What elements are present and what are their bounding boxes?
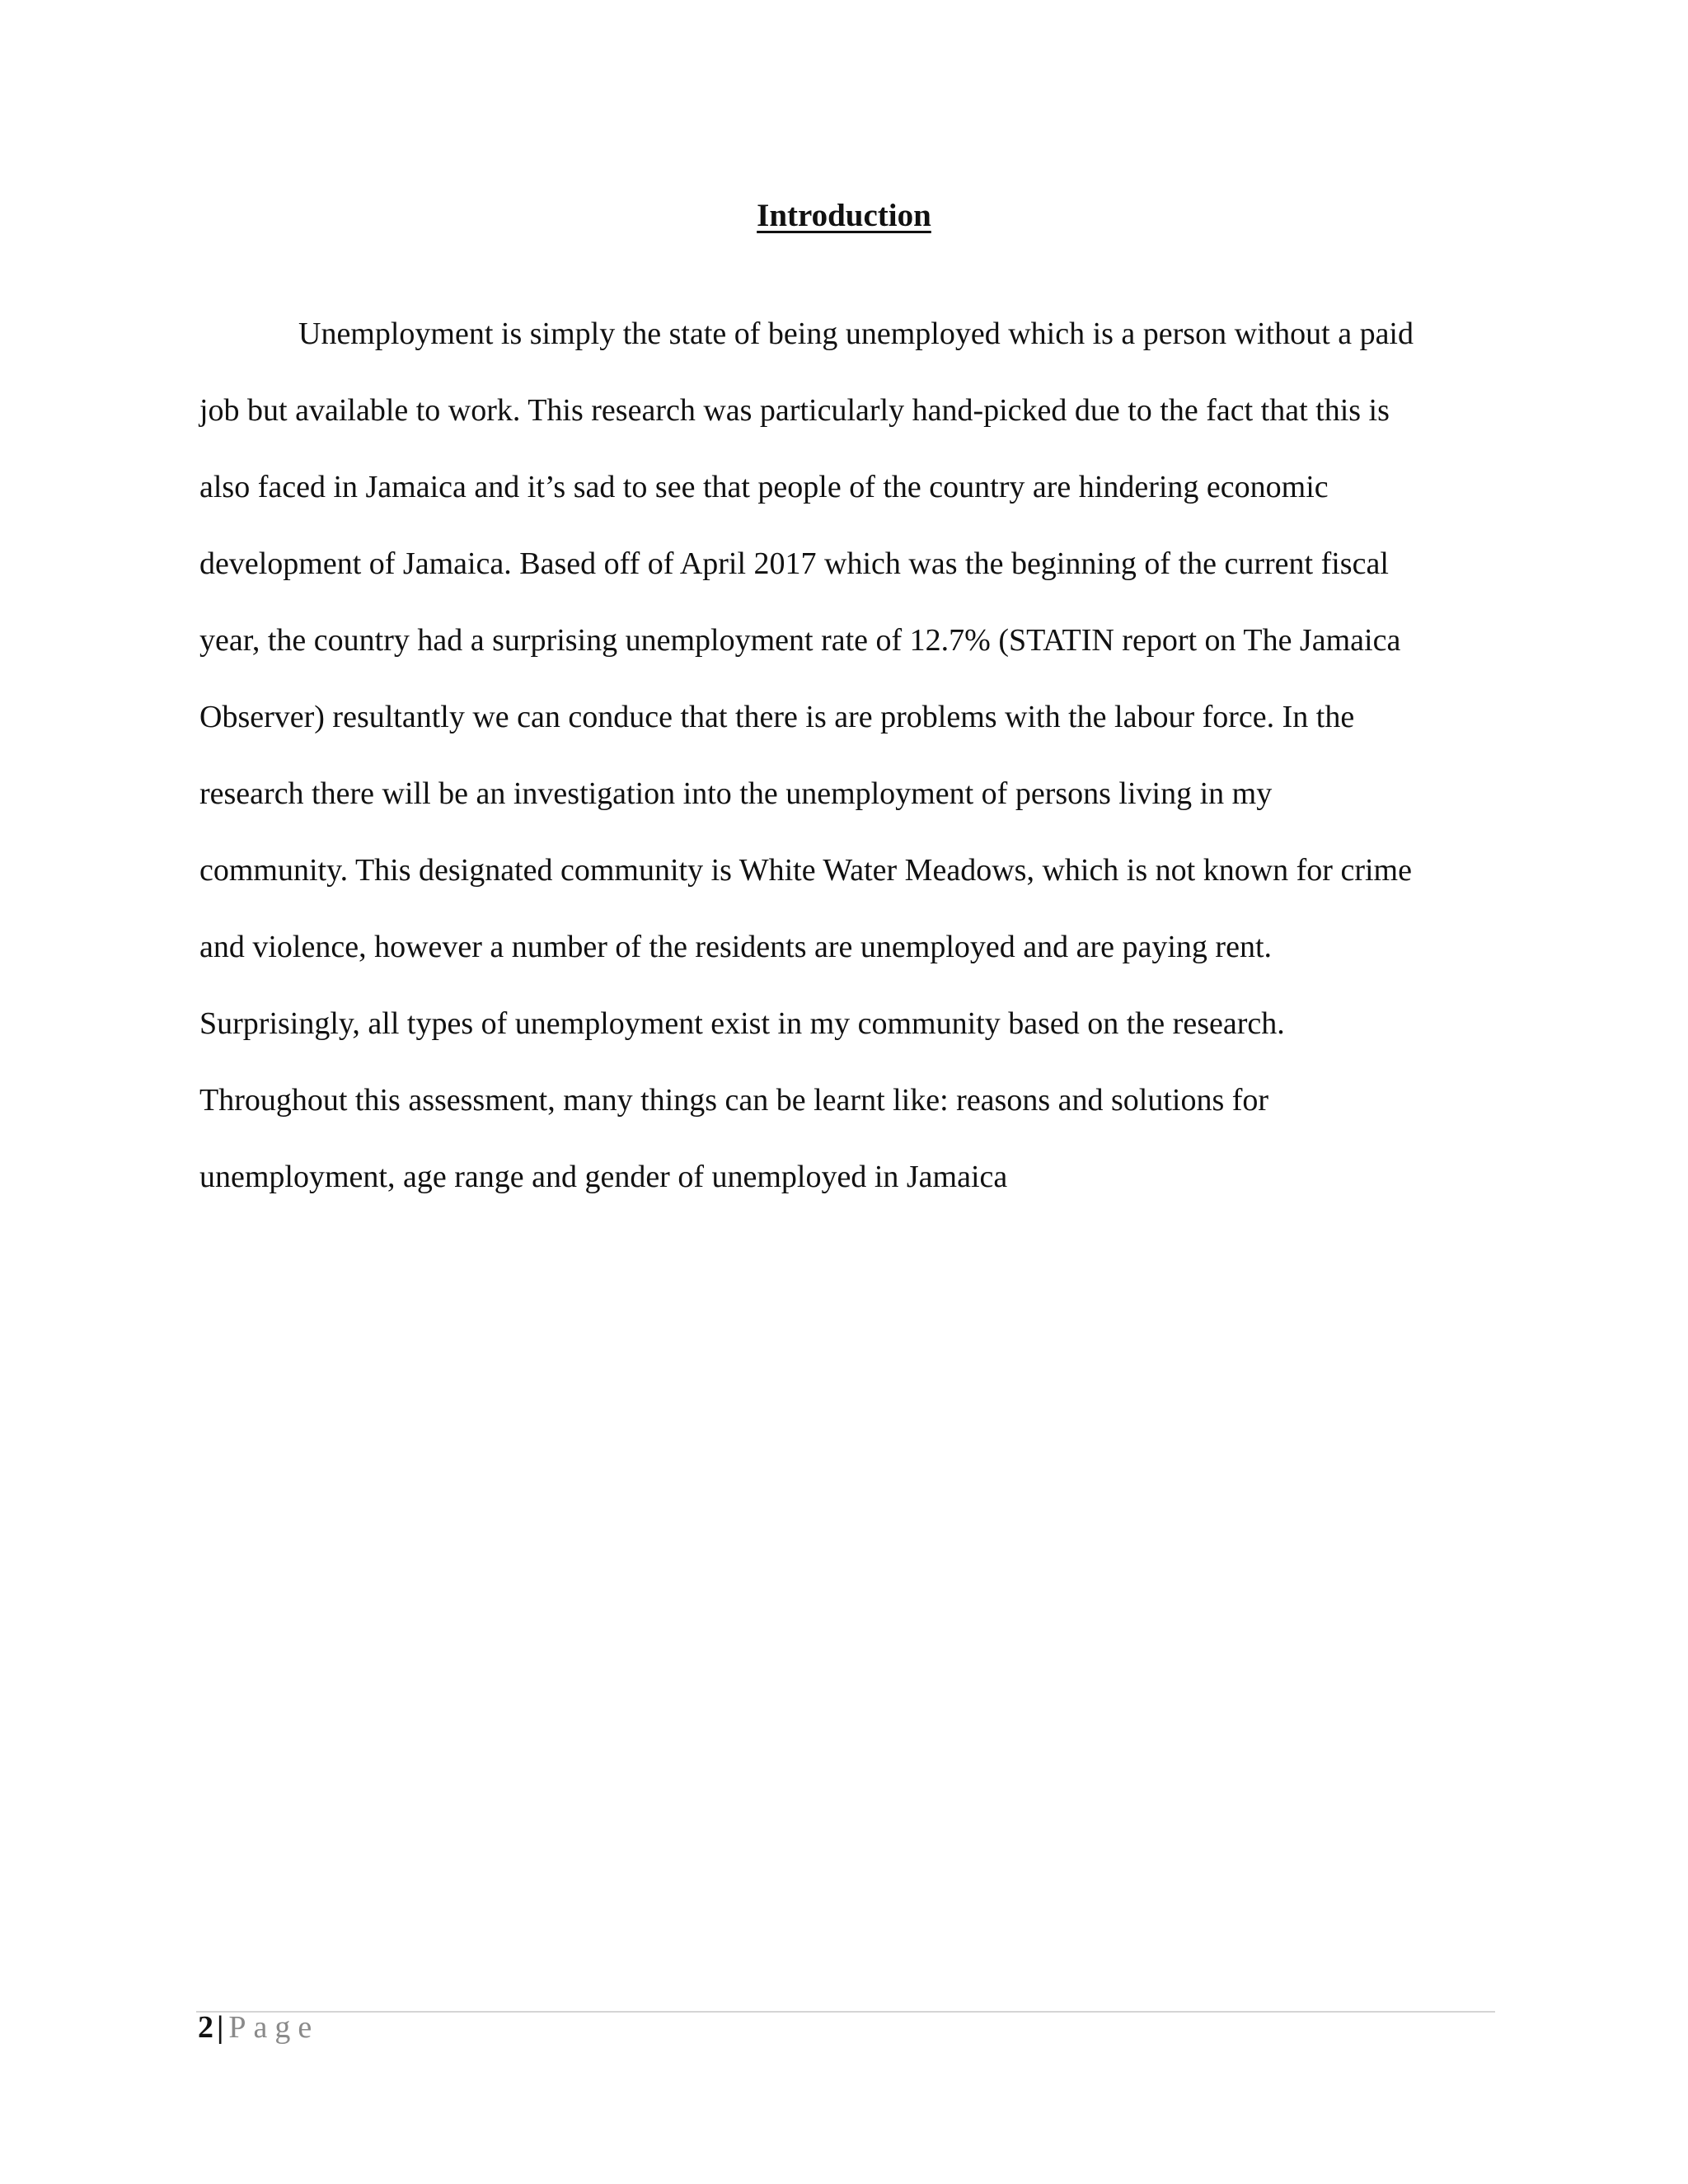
footer-separator: | [217, 2010, 224, 2045]
page-footer [198, 2003, 319, 2052]
body-line: community. This designated community is White Water Meadows, which is not known for crime [199, 853, 1412, 888]
section-heading: Introduction [757, 198, 931, 233]
page-label: Page [228, 2010, 320, 2045]
body-line: unemployment, age range and gender of unemployed in Jamaica [199, 1160, 1008, 1194]
body-line: job but available to work. This research was particularly hand-picked due to the fact that this is [199, 393, 1390, 428]
body-line: Observer) resultantly we can conduce that there is are problems with the labour force. In the [199, 700, 1355, 734]
body-paragraph [199, 307, 1502, 1226]
footer-divider [196, 2011, 1495, 2013]
body-line: research there will be an investigation into the unemployment of persons living in my [199, 776, 1273, 811]
body-line: development of Jamaica. Based off of April 2017 which was the beginning of the current fiscal [199, 546, 1389, 581]
body-line: Surprisingly, all types of unemployment exist in my community based on the research. [199, 1006, 1285, 1041]
page-number: 2 [198, 2010, 213, 2045]
body-line: year, the country had a surprising unemployment rate of 12.7% (STATIN report on The Jamaica [199, 623, 1401, 658]
body-line: Unemployment is simply the state of being unemployed which is a person without a paid [298, 316, 1414, 351]
body-line: and violence, however a number of the residents are unemployed and are paying rent. [199, 930, 1272, 964]
body-line: Throughout this assessment, many things can be learnt like: reasons and solutions for [199, 1083, 1269, 1118]
body-line: also faced in Jamaica and it’s sad to see that people of the country are hindering economic [199, 470, 1329, 504]
